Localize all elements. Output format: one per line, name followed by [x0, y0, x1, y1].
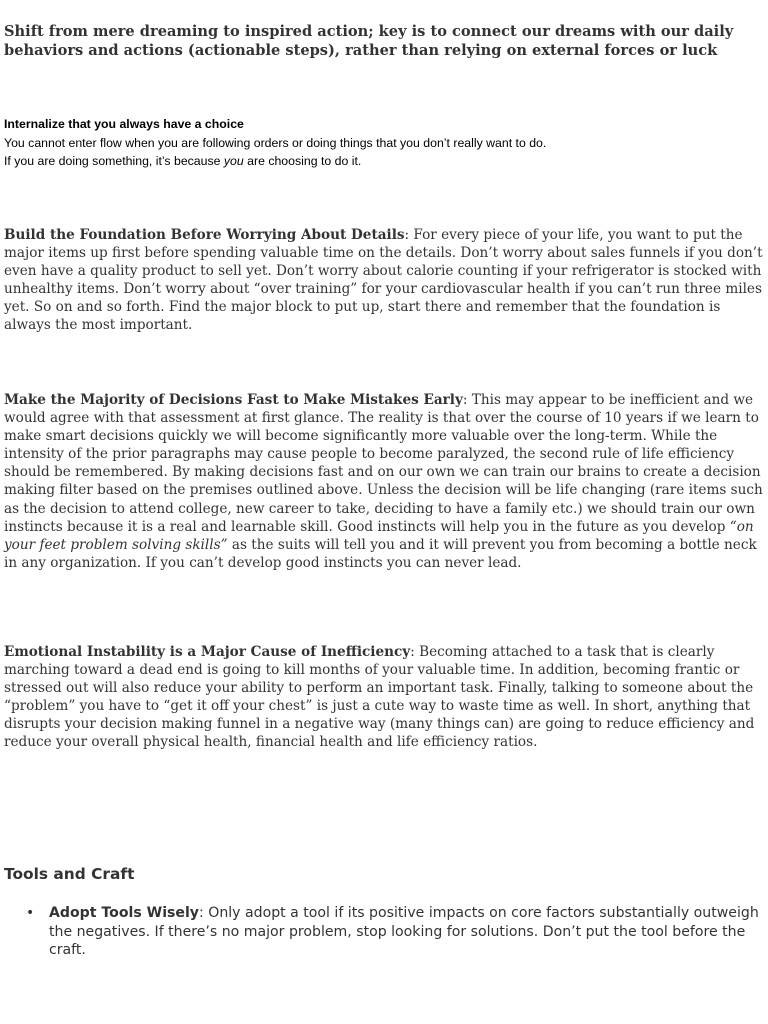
emotional-colon: : [410, 644, 415, 660]
heading-line-2: behaviors and actions (actionable steps), rather than relying on external forces or luck [4, 42, 718, 59]
choice-line-1: You cannot enter flow when you are following orders or doing things that you don’t really want to do. [4, 135, 547, 150]
tools-item-colon: : [199, 905, 204, 921]
foundation-body: For every piece of your life, you want to put the major items up first before spending valuable time on the details. Don’t worry about sales funnels if you don’t even have a quality product to sell yet. Don’t worry about calorie counting if your refrigerator is stocked with unhealthy items. Don’t worry about “over training” for your cardiovascular health if you can’t run three miles yet. So on and so forth. Find the major block to put up, start there and remember that the foundation is always the most important. [4, 227, 763, 334]
decisions-title: Make the Majority of Decisions Fast to Make Mistakes Early [4, 392, 463, 408]
choice-line-2-end: are choosing to do it. [243, 154, 362, 168]
decisions-body-emphasis: “on your feet problem solving skills” [4, 518, 754, 553]
tools-section-title: Tools and Craft [4, 865, 135, 883]
choice-line-2-emphasis: you [223, 154, 244, 168]
emotional-title: Emotional Instability is a Major Cause of Inefficiency [4, 644, 411, 660]
tools-list [4, 904, 764, 960]
choice-title: Internalize that you always have a choice [4, 117, 244, 131]
emotional-paragraph [4, 643, 766, 752]
tools-item-title: Adopt Tools Wisely [49, 905, 199, 921]
decisions-body-start: This may appear to be inefficient and we would agree with that assessment at first glance. The reality is that over the course of 10 years if we learn to make smart decisions quickly we will become significantly more valuable over the long-term. While the intensity of the prior paragraphs may cause people to become paralyzed, the second rule of life efficiency should be remembered. By making decisions fast and on our own we can train our brains to create a decision making filter based on the premises outlined above. Unless the decision will be life changing (rare items such as the decision to attend college, new career to take, deciding to have a family etc.) we should train our own instincts because it is a real and learnable skill. Good instincts will help you in the future as you develop [4, 392, 763, 535]
decisions-colon: : [462, 392, 468, 408]
decisions-paragraph [4, 391, 766, 572]
page-heading [4, 22, 764, 60]
tools-item-body: Only adopt a tool if its positive impacts on core factors substantially outweigh the negatives. If there’s no major problem, stop looking for solutions. Don’t put the tool before the craft. [49, 905, 759, 958]
list-item [4, 904, 764, 960]
heading-line-1: Shift from mere dreaming to inspired action; key is to connect our dreams with our daily [4, 23, 734, 40]
choice-line-2 [4, 152, 764, 171]
emotional-body: Becoming attached to a task that is clearly marching toward a dead end is going to kill months of your valuable time. In addition, becoming frantic or stressed out will also reduce your ability to perform an important task. Finally, talking to someone about the “problem” you have to “get it off your chest” is just a cute way to waste time as well. In short, anything that disrupts your decision making funnel in a negative way (many things can) are going to reduce efficiency and reduce your overall physical health, financial health and life efficiency ratios. [4, 644, 755, 751]
foundation-title: Build the Foundation Before Worrying About Details [4, 227, 405, 243]
choice-line-2-start: If you are doing something, it’s because [4, 154, 224, 168]
choice-note [4, 115, 764, 171]
foundation-colon: : [404, 227, 410, 243]
bullet-icon: • [26, 905, 35, 921]
decisions-body-end: as the suits will tell you and it will prevent you from becoming a bottle neck in any organization. If you can’t develop good instincts you can never lead. [4, 536, 757, 571]
foundation-paragraph [4, 226, 766, 335]
